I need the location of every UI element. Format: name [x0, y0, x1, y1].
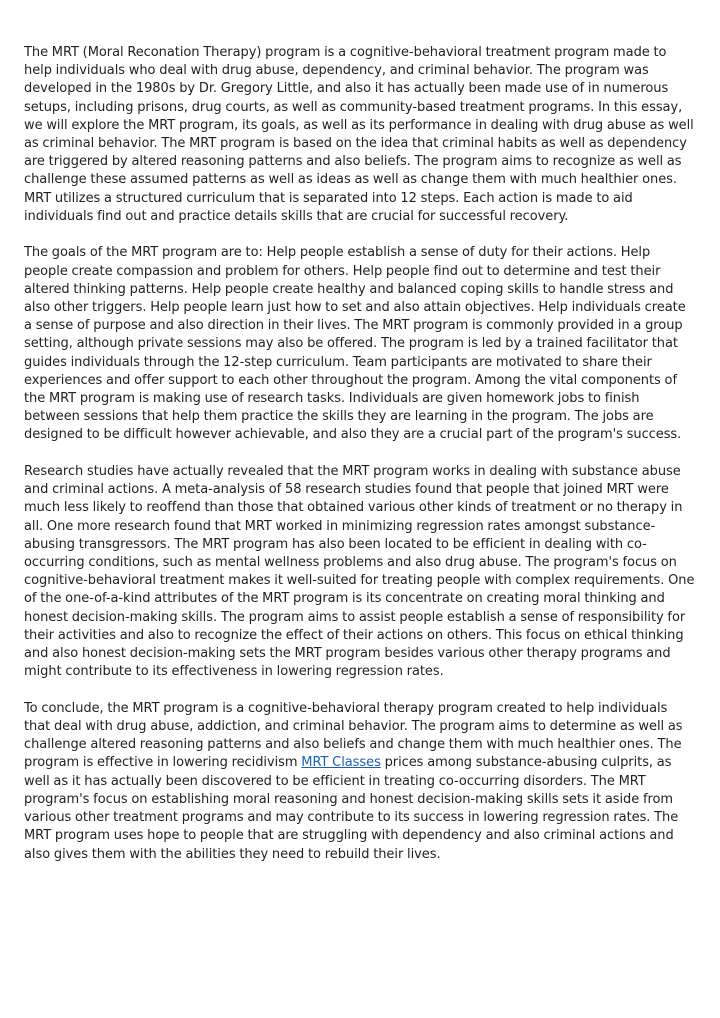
conclusion-text-after-link: prices among substance-abusing culprits, as well as it has actually been discovered to be efficient in treating co-occurring disorders. The MRT program's focus on establishing moral reasoning and honest decision-making skills sets it aside from various other treatment programs and may contribute to its success in lowering regression rates. The MRT program uses hope to people that are struggling with dependency and also criminal actions and also gives them with the abilities they need to rebuild their lives. [24, 755, 679, 862]
paragraph-conclusion [24, 700, 696, 864]
conclusion-text-before-link: To conclude, the MRT program is a cognitive-behavioral therapy program created to help individuals that deal with drug abuse, addiction, and criminal behavior. The program aims to determine as well as challenge altered reasoning patterns and also beliefs and change them with much healthier ones. The program is effective in lowering recidivism [24, 700, 683, 771]
paragraph-intro: The MRT (Moral Reconation Therapy) program is a cognitive-behavioral treatment program made to help individuals who deal with drug abuse, dependency, and criminal behavior. The program was developed in the 1980s by Dr. Gregory Little, and also it has actually been made use of in numerous setups, including prisons, drug courts, as well as community-based treatment programs. In this essay, we will explore the MRT program, its goals, as well as its performance in dealing with drug abuse as well as criminal behavior. The MRT program is based on the idea that criminal habits as well as dependency are triggered by altered reasoning patterns and also beliefs. The program aims to recognize as well as challenge these assumed patterns as well as ideas as well as change them with much healthier ones. MRT utilizes a structured curriculum that is separated into 12 steps. Each action is made to aid individuals find out and practice details skills that are crucial for successful recovery. [24, 45, 694, 224]
paragraph-goals: The goals of the MRT program are to: Help people establish a sense of duty for their actions. Help people create compassion and problem for others. Help people find out to determine and test their altered thinking patterns. Help people create healthy and balanced coping skills to handle stress and also other triggers. Help people learn just how to set and also attain objectives. Help individuals create a sense of purpose and also direction in their lives. The MRT program is commonly provided in a group setting, although private sessions may also be offered. The program is led by a trained facilitator that guides individuals through the 12-step curriculum. Team participants are motivated to share their experiences and offer support to each other throughout the program. Among the vital components of the MRT program is making use of research tasks. Individuals are given homework jobs to finish between sessions that help them practice the skills they are learning in the program. The jobs are designed to be difficult however achievable, and also they are a crucial part of the program's success. [24, 245, 686, 443]
paragraph-research: Research studies have actually revealed that the MRT program works in dealing with substance abuse and criminal actions. A meta-analysis of 58 research studies found that people that joined MRT were much less likely to reoffend than those that obtained various other kinds of treatment or no therapy in all. One more research found that MRT worked in minimizing regression rates amongst substance-abusing transgressors. The MRT program has also been located to be efficient in dealing with co-occurring conditions, such as mental wellness problems and also drug abuse. The program's focus on cognitive-behavioral treatment makes it well-suited for treating people with complex requirements. One of the one-of-a-kind attributes of the MRT program is its concentrate on creating moral thinking and honest decision-making skills. The program aims to assist people establish a sense of responsibility for their activities and also to recognize the effect of their actions on others. This focus on ethical thinking and also honest decision-making sets the MRT program besides various other therapy programs and might contribute to its effectiveness in lowering regression rates. [24, 464, 695, 680]
mrt-classes-link[interactable]: MRT Classes [301, 755, 381, 771]
document-body [24, 44, 696, 882]
